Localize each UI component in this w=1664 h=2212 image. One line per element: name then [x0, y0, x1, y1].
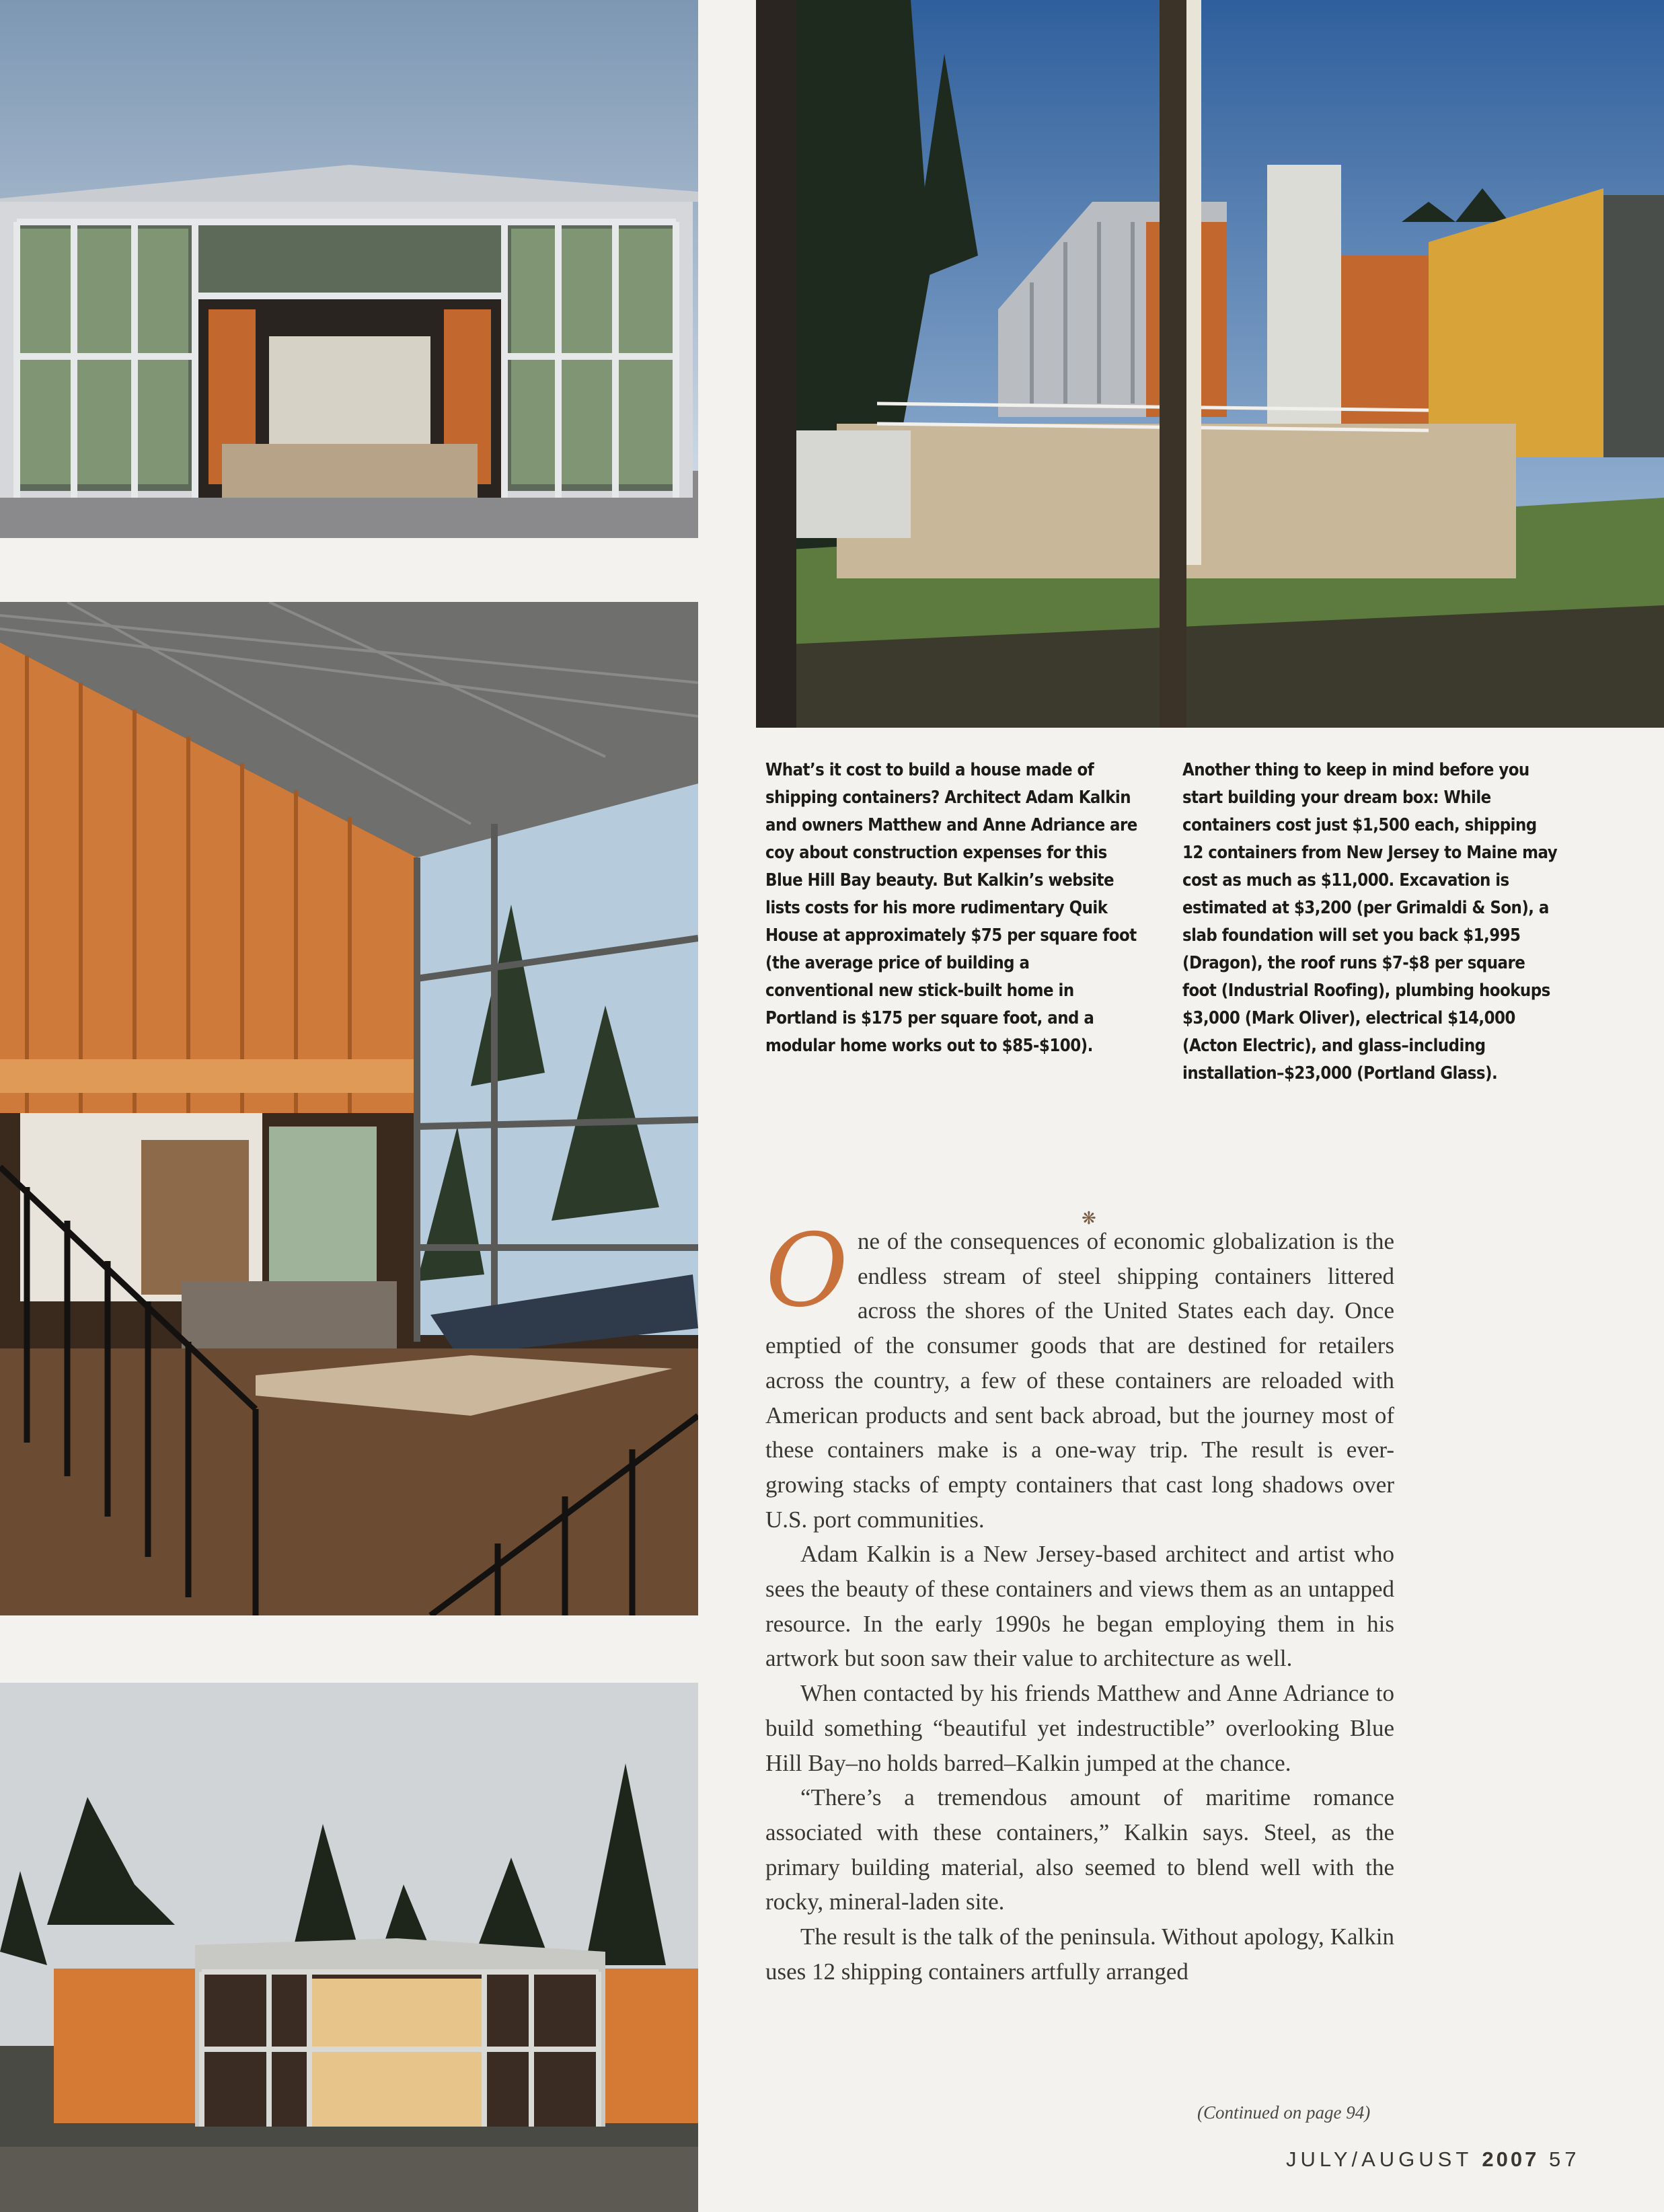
article-paragraph: The result is the talk of the peninsula. Without apology, Kalkin uses 12 shipping containers artfully arranged — [765, 1923, 1394, 1985]
page-folio — [1286, 2147, 1580, 2172]
folio-year: 2007 — [1482, 2147, 1540, 2171]
article-paragraph: One of the consequences of economic globalization is the endless stream of steel shipping containers littered across the shores of the United States each day. Once emptied of the consumer goods that are destined for retailers across the country, a few of these containers are reloaded with American products and sent back abroad, but the journey most of these containers make is a one-way trip. The result is ever-growing stacks of empty containers that cast long shadows over U.S. port communities. — [765, 1213, 1394, 1533]
drop-cap: O — [765, 1213, 848, 1330]
article-body — [765, 1213, 1394, 1989]
folio-page-number: 57 — [1548, 2147, 1581, 2171]
article-paragraph: “There’s a tremendous amount of maritime romance associated with these containers,” Kalkin says. Steel, as the primary building material, also seemed to blend well with the rocky, mineral-laden site. — [765, 1784, 1394, 1915]
folio-issue: JULY/AUGUST — [1286, 2147, 1472, 2171]
continued-note: (Continued on page 94) — [1197, 2102, 1371, 2123]
section-ornament: ❋ — [1082, 1209, 1096, 1228]
photo-house-dusk-trees — [0, 1683, 698, 2212]
photo-house-exterior-hillside — [756, 0, 1664, 728]
article-paragraph: When contacted by his friends Matthew and Anne Adriance to build something “beautiful yet indestructible” overlooking Blue Hill Bay–no holds barred–Kalkin jumped at the chance. — [765, 1680, 1394, 1776]
article-paragraph: Adam Kalkin is a New Jersey-based architect and artist who sees the beauty of these containers and views them as an untapped resource. In the early 1990s he began employing them in his artwork but soon saw their value to architecture as well. — [765, 1541, 1394, 1672]
caption-cost-intro: What’s it cost to build a house made of shipping containers? Architect Adam Kalkin and owners Matthew and Anne Adriance are coy about construction expenses for this Blue Hill Bay beauty. But Kalkin’s website lists costs for his more rudimentary Quik House at approximately $75 per square foot (the average price of building a conventional new stick-built home in Portland is $175 per square foot, and a modular home works out to $85-$100). — [765, 760, 1137, 1056]
photo-interior-living-room — [0, 602, 698, 1615]
photo-house-front-open-door — [0, 0, 698, 538]
caption-cost-details: Another thing to keep in mind before you start building your dream box: While containers cost just $1,500 each, shipping 12 containers from New Jersey to Maine may cost as much as $11,000. Excavation is estimated at $3,200 (per Grimaldi & Son), a slab foundation will set you back $1,995 (Dragon), the roof runs $7-$8 per square foot (Industrial Roofing), plumbing hookups $3,000 (Mark Oliver), electrical $14,000 (Acton Electric), and glass–including installation–$23,000 (Portland Glass). — [1182, 760, 1558, 1083]
